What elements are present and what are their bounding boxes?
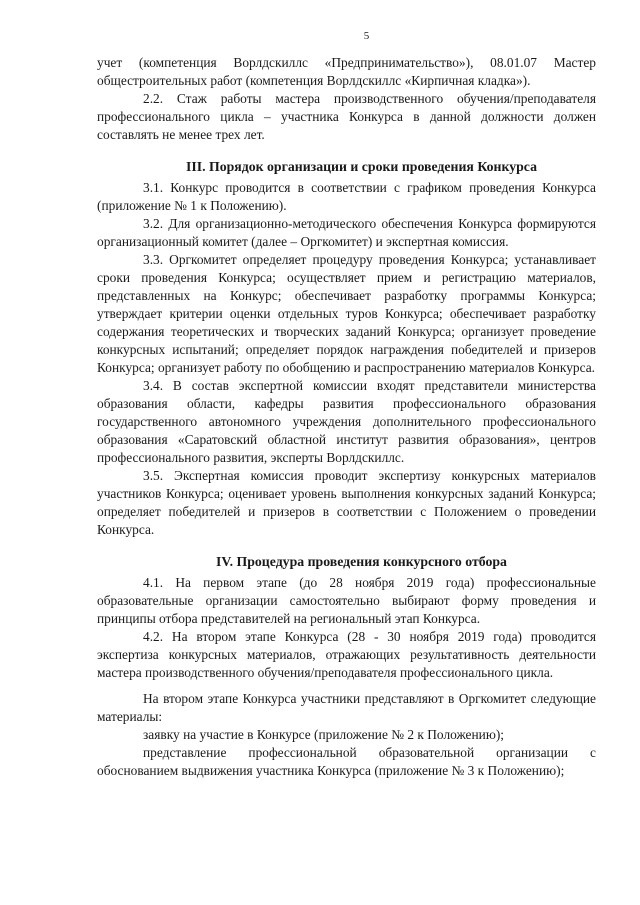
paragraph-competencies: учет (компетенция Ворлдскиллс «Предпринимательство»), 08.01.07 Мастер общестроительных работ (компетенция Ворлдскиллс «Кирпичная кладка»). bbox=[97, 55, 596, 88]
paragraph-3-4: 3.4. В состав экспертной комиссии входят представители министерства образования области, кафедры развития профессионального образования государственного автономного учреждения дополнительного профессионального образования «Саратовский областной институт развития образования», центров профессионального развития, эксперты Ворлдскиллс. bbox=[97, 378, 596, 465]
paragraph-3-1: 3.1. Конкурс проводится в соответствии с графиком проведения Конкурса (приложение № 1 к Положению). bbox=[97, 180, 596, 213]
paragraph-3-2: 3.2. Для организационно-методического обеспечения Конкурса формируются организационный комитет (далее – Оргкомитет) и экспертная комиссия. bbox=[97, 216, 596, 249]
paragraph-4-1: 4.1. На первом этапе (до 28 ноября 2019 года) профессиональные образовательные организации самостоятельно выбирают форму проведения и принципы отбора представителей на региональный этап Конкурса. bbox=[97, 575, 596, 626]
section-heading-iv: IV. Процедура проведения конкурсного отбора bbox=[216, 554, 507, 569]
section-heading-iii: III. Порядок организации и сроки проведения Конкурса bbox=[185, 159, 538, 174]
paragraph-2-2: 2.2. Стаж работы мастера производственного обучения/преподавателя профессионального цикла – участника Конкурса в данной должности должен составлять не менее трех лет. bbox=[97, 91, 596, 142]
paragraph-application: заявку на участие в Конкурсе (приложение № 2 к Положению); bbox=[143, 727, 505, 742]
paragraph-materials-intro: На втором этапе Конкурса участники представляют в Оргкомитет следующие материалы: bbox=[97, 691, 596, 724]
paragraph-submission: представление профессиональной образовательной организации с обоснованием выдвижения участника Конкурса (приложение № 3 к Положению); bbox=[97, 745, 596, 778]
page-number: 5 bbox=[363, 30, 370, 42]
paragraph-3-3: 3.3. Оргкомитет определяет процедуру проведения Конкурса; устанавливает сроки проведения Конкурса; осуществляет прием и регистрацию материалов, представленных на Конкурс; обеспечивает разработку программы Конкурса; утверждает критерии оценки отдельных туров Конкурса; обеспечивает разработку содержания теоретических и творческих заданий Конкурса; организует проведение конкурсных испытаний; определяет порядок награждения победителей и призеров Конкурса; организует работу по обобщению и распространению материалов Конкурса. bbox=[97, 252, 596, 375]
paragraph-3-5: 3.5. Экспертная комиссия проводит экспертизу конкурсных материалов участников Конкурса; оценивает уровень выполнения конкурсных заданий Конкурса; определяет победителей и призеров в соответствии с Положением о проведении Конкурса. bbox=[97, 468, 596, 537]
paragraph-4-2: 4.2. На втором этапе Конкурса (28 - 30 ноября 2019 года) проводится экспертиза конкурсных материалов, отражающих результативность деятельности мастера производственного обучения/преподавателя профессионального цикла. bbox=[97, 629, 596, 680]
